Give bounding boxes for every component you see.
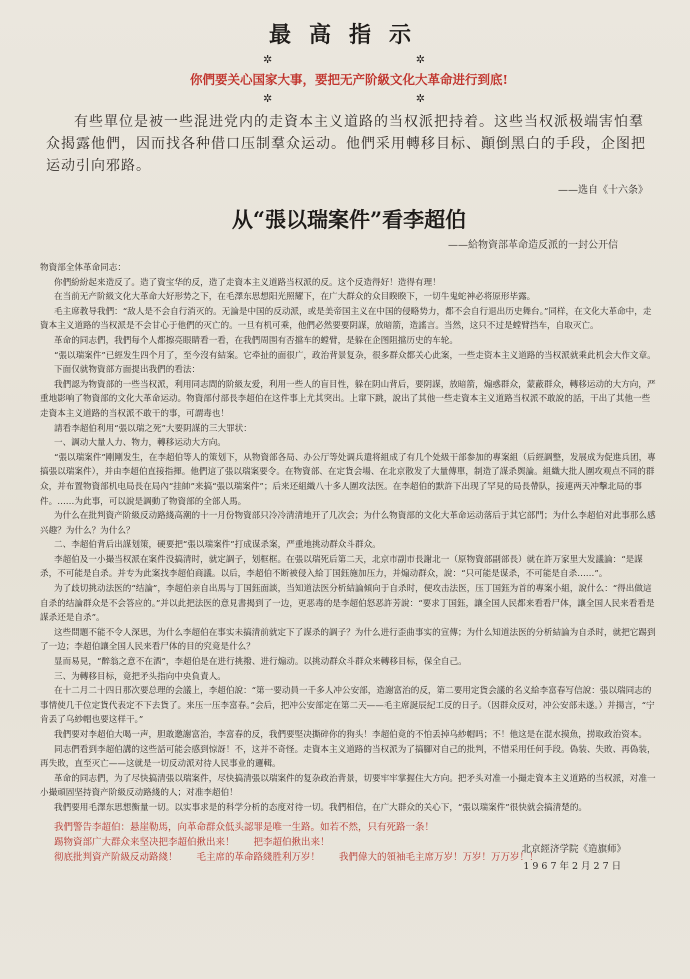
paragraph: 显而易見，“醉翁之意不在酒”，李超伯是在进行挑撥、进行煽动。以挑动群众斗群众来轉移目标，保全自己。	[54, 657, 467, 668]
paragraph: 为了歧切挑动法医的“结論”，李超伯亲自出馬与丁国鈺面談，当知道法医分析結論傾向于自杀时，便攻击法医，压丁国鈺为首的專案小組，說什么：“得出做這自杀的结論群众是不会答应的。”并以此把法医的意見書揭到了一边，更恶毒的是李超伯怒恶許芳說：“要求丁国鈺，讓全国人民都来看看尸体，讓全国人民来看看是謀杀还是自杀”。	[40, 584, 655, 624]
section-heading: 二、李超伯背后出謀划策，硬要把“張以瑞案件”打成谋杀案，严重地挑动群众斗群众。	[54, 540, 381, 551]
paragraph: “張以瑞案件”已經发生四个月了，至今沒有結案。它牵扯的面很广，政治背景复杂，很多群众都关心此案，一些走资本主义道路的当权派就乘此机会大作文章。	[54, 350, 656, 361]
salutation: 物資部全体革命同志：	[40, 263, 126, 273]
slogan-line: 踢物資部广大群众来坚决把李超伯揪出来！ 把李超伯揪出来！	[54, 836, 330, 848]
paragraph: 我們要对李超伯大喝一声，胆敢邀謝富治，李富春的反，我們要堅决撕碎你的狗头！李超伯竟的不怕丢掉乌紗帽吗；不！他这是在混水摸魚，捞取政治资本。	[54, 730, 647, 740]
paragraph: 我們要用毛澤东思想衡量一切。以实事求是的科学分析的态度对待一切。我們相信，在广大群众的关心下，“張以瑞案件”很快就会搞清楚的。	[54, 802, 588, 813]
paragraph: 我們認为物資部的一些当权派，利用同志間的阶級友爱，利用一些人的盲目性，躲在阴山背后，要阴謀，放暗箭，煽惑群众，蒙蔽群众，轉移运动的大方向，严重地影响了物資部的文化大革命运动。物資部付部長李超伯在这件事上尤其突出。上窜下跳，說出了其他一些走資本主义道路当权派不敢說的話，干出了其他一些走資本主义道路的当权派不敢干的事，可謂毒也！	[40, 379, 656, 419]
paragraph: 請看李超伯利用“張以瑞之死”大要阴謀的三大罪状：	[54, 423, 252, 434]
star-ornament: ✲ ✲	[263, 53, 495, 66]
paragraph: “張以瑞案件”剛剛发生，在李超伯等人的策划下，从物資部各局、办公厅等处调兵遣将組成了有几个处級干部参加的專案組（后經調整，发展成为促進兵团，專搞張以瑞案件），并由李超伯直接指揮。他們這了張以瑞案要令。在物資部、在定貨会場、在北京散发了大量傳單，制造了謀杀舆論。組織大批人圍攻观点不同的群众，并布置物資部机电局長在局內“挂帥”来搞“張以瑞案件”；后来还組織八十多人圍攻法医。在李超伯的默許下出现了罕見的局長帶队，接連两天冲擊北局的事件。……为此事，可以說是調動了物資部的全部人馬。	[40, 452, 656, 507]
issue-date: 1967年2月27日	[523, 861, 625, 872]
paragraph: 革命的同志們，为了尽快搞清張以瑞案件，尽快搞清張以瑞案件的复杂政治背景，切要牢牢掌握住大方向。把矛头对准一小撮走資本主义道路的当权派，对准一小撮頑固坚持資产阶級反动路綫的人；对准李超伯！	[40, 773, 656, 799]
signature-block	[521, 841, 626, 875]
article-title: 从“張以瑞案件”看李超伯	[231, 207, 467, 232]
paragraph: 下面仅就物資部方面提出我們的看法：	[54, 365, 201, 376]
paragraph: 这些問題不能不令人深思，为什么李超伯在事实未搞清前就定下了謀杀的調子？为什么进行歪曲事实的宣傳；为什么知道法医的分析結論为自杀时，就把它踢到了一边；李超伯讓全国人民来看尸体的目的究竟是什么？	[40, 627, 656, 653]
paragraph: 在当前无产阶級文化大革命大好形势之下，在毛澤东思想阳光照耀下，在广大群众的众目睽睽下，一切牛鬼蛇神必将原形毕露。	[54, 292, 536, 303]
paragraph: 革命的同志們，我們每个人都擦亮眼睛看一看，在我們周围有否擋车的螳臂，是躲在企图阻擋历史的车轮。	[54, 335, 458, 346]
section-heading: 三、为轉移目标，竟把矛头指向中央負責人。	[54, 671, 226, 682]
paragraph: 李超伯及一小撮当权派在案件没搞清时，就定調子，划框框。在張以瑞死后第二天，北京市副市長謝北一（原物資部副部長）就在許万家里大发議論：“是謀杀，不可能是自杀。并专为此案找李超伯商議。以后，李超伯不断被侵入給丁国鈺施加压力，并煽动群众，說：“只可能是谋杀，不可能是自杀……”。	[40, 554, 643, 580]
article-subtitle: ——給物資部革命造反派的一封公开信	[448, 240, 618, 251]
star-ornament: ✲ ✲	[263, 92, 495, 105]
quotation-source: ——选自《十六条》	[558, 185, 648, 196]
paragraph: 同志們看到李超伯講的这些話可能会感到惊訝！不，这并不奇怪。走資本主义道路的当权派为了搞腳对自己的批判，不惜采用任何手段。偽装、失敗、再偽装，再失敗，直至灭亡——这就是一切反动派对待人民事业的邏輯。	[40, 744, 656, 770]
paragraph: 在十二月二十四日那次要总理的会議上，李超伯說：“第一要动員一千多人冲公安部，造謝富治的反，第二要用定貨会議的名义給李富春写信說：張以瑞同志的事情使几千位定貨代表定不下去貨了。来压一压李富春。”会后，把冲公安部定在第二天——毛主席誕辰紀工反的日子。（因群众反对，冲公安部未遂。）并揚言，“宁肯丢了乌紗帽也要这样干。”	[40, 686, 655, 726]
issuer-name: 北京經济学院《造旗师》	[521, 844, 626, 855]
instruction-line: 你們要关心国家大事，要把无产阶級文化大革命进行到底!	[190, 72, 508, 87]
supreme-instruction-title: 最高指示	[268, 22, 429, 48]
article-body	[40, 261, 658, 865]
paragraph: 你們紛紛起来造反了。造了資宝华的反，造了走資本主义道路当权派的反。这个反造得好！造得有理！	[54, 277, 441, 288]
slogan-line: 我們警告李超伯：悬崖勒馬，向革命群众低头認罪是唯一生路。如若不然，只有死路一条！	[54, 821, 435, 833]
section-heading: 一、調动大量人力、物力，轉移运动大方向。	[54, 438, 226, 449]
quotation-text: 有些單位是被一些混进党内的走資本主义道路的当权派把持着。这些当权派极端害怕羣众揭露他們，因而找各种借口压制羣众运动。他們采用轉移目标、顚倒黑白的手段，企图把运动引向邪路。	[46, 114, 646, 174]
paragraph: 为什么在批判資产阶級反动路綫高潮的十一月份物資部只冷冷清清地开了几次会；为什么物資部的文化大革命运动落后于其它部門；为什么李超伯对此事那么感兴趣？为什么？为什么？	[40, 511, 656, 536]
slogan-line: 彻底批判資产阶級反动路綫！ 毛主席的革命路綫胜利万岁！ 我們偉大的領袖毛主席万岁！万岁！万万岁！！	[54, 851, 539, 863]
paragraph: 毛主席教导我們：“敌人是不会自行消灭的。无論是中国的反动派，或是美帝国主义在中国的侵略势力，都不会自行退出历史舞台。”同样，在文化大革命中，走資本主义道路的当权派是不会甘心于他們的灭亡的。一旦有机可乘，他們必然要要阴謀，放暗箭，造謠言。当然，这只不过是螳臂挡车，自取灭亡。	[40, 306, 652, 332]
